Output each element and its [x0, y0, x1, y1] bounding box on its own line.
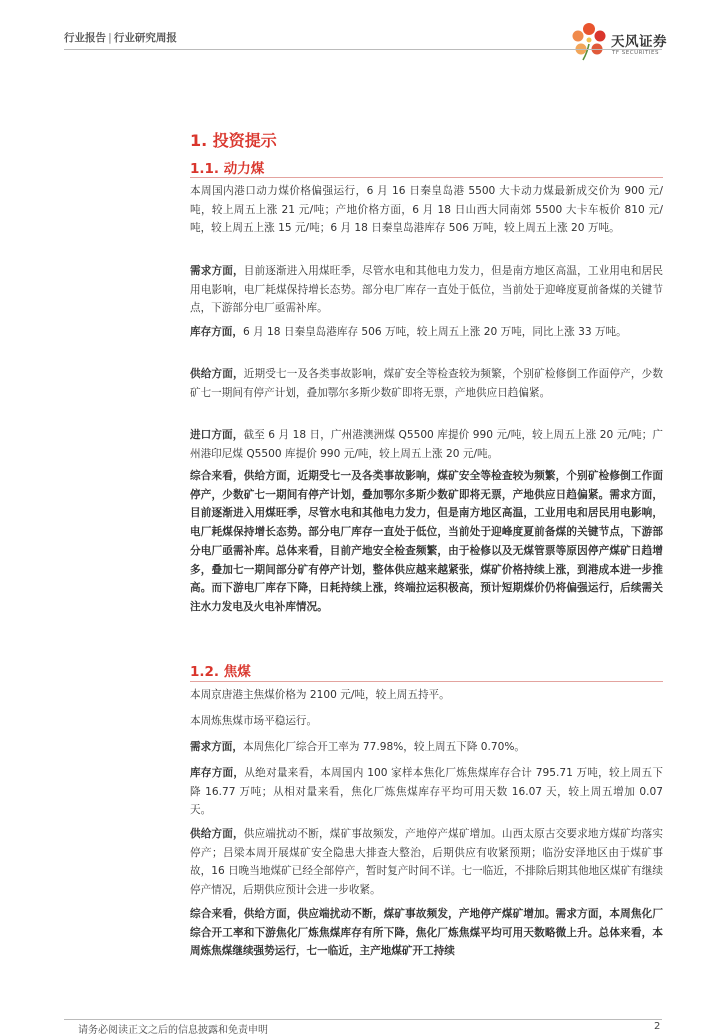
import-lead: 进口方面， — [190, 429, 244, 441]
coking-coal-demand-paragraph — [190, 738, 663, 757]
subsection-divider — [190, 177, 663, 178]
footer-divider — [64, 1019, 662, 1020]
logo-subtitle: TF SECURITIES — [612, 50, 659, 56]
disclaimer-text: 请务必阅读正文之后的信息披露和免责申明 — [78, 1025, 268, 1036]
section-title-investment: 1. 投资提示 — [190, 131, 277, 150]
demand-text: 本周焦化厂综合开工率为 77.98%，较上周五下降 0.70%。 — [242, 741, 526, 753]
category-label: 行业报告 — [64, 32, 106, 44]
page-number: 2 — [654, 1021, 661, 1032]
thermal-coal-inventory-paragraph — [190, 323, 663, 342]
coking-coal-supply-paragraph — [190, 825, 663, 900]
report-category — [64, 30, 177, 45]
demand-lead: 需求方面， — [190, 741, 243, 753]
inventory-text: 6 月 18 日秦皇岛港库存 506 万吨，较上周五上涨 20 万吨，同比上涨 33 万吨。 — [242, 326, 627, 338]
inventory-text: 从绝对量来看，本周国内 100 家样本焦化厂炼焦煤库存合计 795.71 万吨，较上周五下降 16.77 万吨；从相对量来看，焦化厂炼焦煤库存平均可用天数 16.07 天，较上周五增加 0.07 天。 — [190, 767, 664, 817]
supply-lead: 供给方面， — [190, 828, 244, 840]
company-logo — [567, 20, 667, 62]
import-text: 截至 6 月 18 日，广州港澳洲煤 Q5500 库提价 990 元/吨，较上周五上涨 20 元/吨；广州港印尼煤 Q5500 库提价 990 元/吨，较上周五上涨 20 元/吨。 — [190, 429, 664, 460]
flower-logo-icon — [567, 20, 611, 62]
subsection-title-thermal-coal: 1.1. 动力煤 — [190, 161, 265, 177]
demand-text: 目前逐渐进入用煤旺季，尽管水电和其他电力发力，但是南方地区高温，工业用电和居民用电影响，电厂耗煤保持增长态势。部分电厂库存一直处于低位，当前处于迎峰度夏前备煤的关键节点，下游部分电厂亟需补库。 — [190, 265, 664, 315]
coking-coal-price-paragraph: 本周京唐港主焦煤价格为 2100 元/吨，较上周五持平。 — [190, 689, 450, 701]
subcategory-label: 行业研究周报 — [113, 32, 177, 44]
thermal-coal-summary-paragraph: 综合来看，供给方面，近期受七一及各类事故影响，煤矿安全等检查较为频繁，个别矿检修倒工作面停产，少数矿七一期间有停产计划，叠加鄂尔多斯少数矿即将无票，产地供应日趋偏紧。需求方面，目前逐渐进入用煤旺季，尽管水电和其他电力发力，但是南方地区高温，工业用电和居民用电影响，电厂耗煤保持增长态势。部分电厂库存一直处于低位，当前处于迎峰度夏前备煤的关键节点，下游部分电厂亟需补库。总体来看，目前产地安全检查频繁，由于检修以及无煤管票等原因停产煤矿日趋增多，叠加七一期间部分矿有停产计划，整体供应越来越紧张，煤矿价格持续上涨，到港成本进一步推高。而下游电厂库存下降，日耗持续上涨，终端拉运积极高，预计短期煤价仍将偏强运行，后续需关注水力发电及火电补库情况。 — [190, 470, 663, 613]
subsection-divider — [190, 681, 663, 682]
thermal-coal-import-paragraph — [190, 426, 663, 463]
inventory-lead: 库存方面， — [190, 767, 245, 779]
demand-lead: 需求方面， — [190, 265, 244, 277]
coking-coal-market-paragraph: 本周炼焦煤市场平稳运行。 — [190, 715, 318, 727]
supply-lead: 供给方面， — [190, 368, 244, 380]
thermal-coal-supply-paragraph — [190, 365, 663, 402]
inventory-lead: 库存方面， — [190, 326, 243, 338]
coking-coal-summary-paragraph: 综合来看，供给方面，供应端扰动不断，煤矿事故频发，产地停产煤矿增加。需求方面，本周焦化厂综合开工率和下游焦化厂炼焦煤库存有所下降，焦化厂炼焦煤平均可用天数略微上升。总体来看，本周炼焦煤继续强势运行，七一临近，主产地煤矿开工持续 — [190, 908, 663, 958]
thermal-coal-demand-paragraph — [190, 262, 663, 318]
thermal-coal-price-paragraph: 本周国内港口动力煤价格偏强运行，6 月 16 日秦皇岛港 5500 大卡动力煤最新成交价为 900 元/吨，较上周五上涨 21 元/吨；产地价格方面，6 月 18 日山西大同南郊 5500 大卡车板价 810 元/吨，较上周五上涨 15 元/吨；6 月 18 日秦皇岛港库存 506 万吨，较上周五上涨 20 万吨。 — [190, 185, 663, 235]
header-divider — [64, 49, 662, 50]
subsection-title-coking-coal: 1.2. 焦煤 — [190, 664, 251, 680]
supply-text: 供应端扰动不断，煤矿事故频发，产地停产煤矿增加。山西太原古交要求地方煤矿均落实停产；吕梁本周开展煤矿安全隐患大排查大整治，后期供应有收紧预期；临汾安泽地区由于煤矿事故，16 日晚当地煤矿已经全部停产，暂时复产时间不详。七一临近，不排除后期其他地区煤矿有继续停产情况，后期供应预计会进一步收紧。 — [190, 828, 664, 897]
supply-text: 近期受七一及各类事故影响，煤矿安全等检查较为频繁，个别矿检修倒工作面停产，少数矿七一期间有停产计划，叠加鄂尔多斯少数矿即将无票，产地供应日趋偏紧。 — [190, 368, 664, 399]
logo-name: 天风证券 — [611, 34, 667, 50]
category-separator: | — [108, 32, 112, 44]
coking-coal-inventory-paragraph — [190, 764, 663, 820]
